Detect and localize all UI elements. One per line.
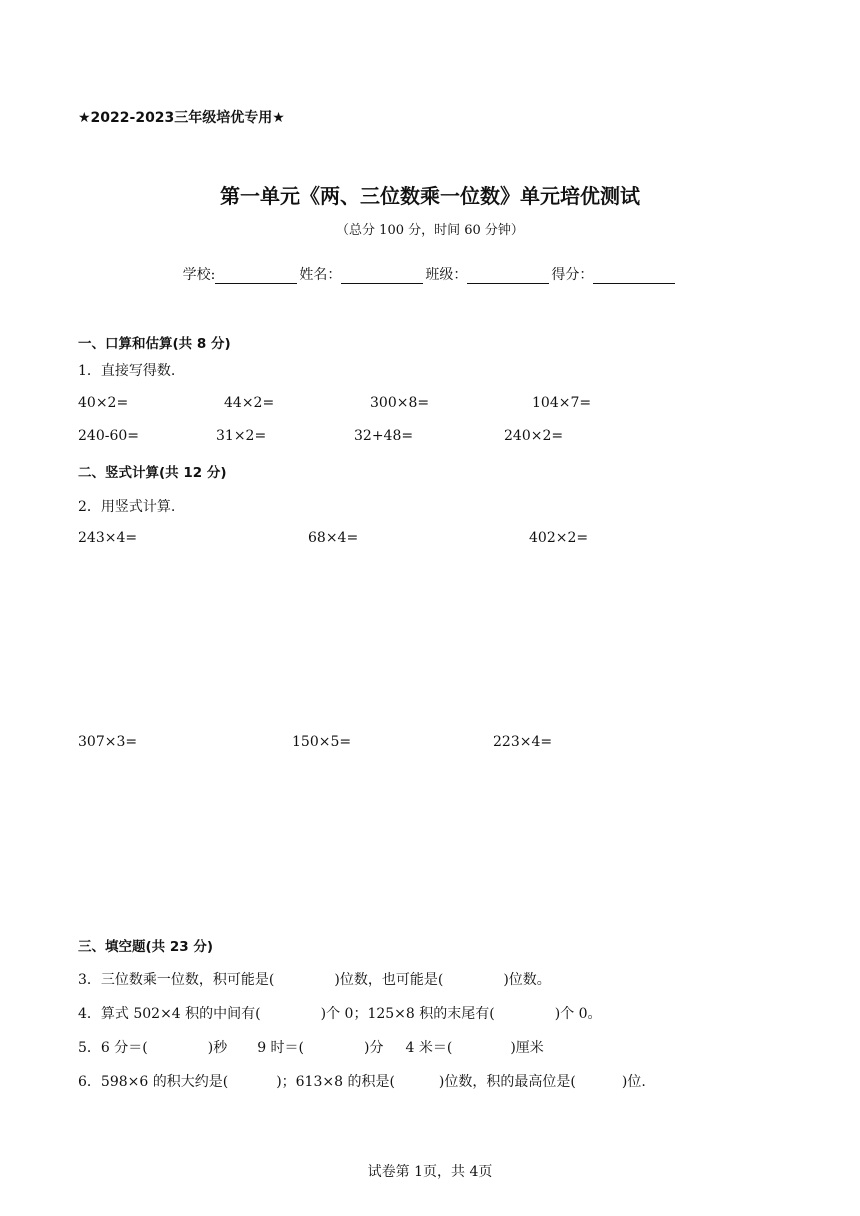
section-3-heading: 三、填空题(共 23 分) <box>78 939 214 955</box>
q3-part2: )位数，也可能是( <box>334 972 444 988</box>
question-6 <box>78 1071 646 1091</box>
q3-part3: )位数。 <box>503 972 551 988</box>
q6-part2: )；613×8 的积是( <box>276 1074 395 1090</box>
expr-1-3: 300×8= <box>370 395 430 411</box>
question-2: 2．用竖式计算. <box>78 499 176 515</box>
expr-1-4: 104×7= <box>532 395 592 411</box>
q3-part1: 3．三位数乘一位数，积可能是( <box>78 972 275 988</box>
q5-part3: 9 时＝( <box>257 1040 305 1056</box>
question-1: 1．直接写得数. <box>78 363 176 379</box>
school-label: 学校: <box>182 267 216 283</box>
q5-part2: )秒 <box>207 1040 228 1056</box>
expr-1-8: 240×2= <box>504 428 564 444</box>
question-4 <box>78 1003 602 1023</box>
name-label: 姓名： <box>299 267 342 283</box>
page-footer: 试卷第 1页，共 4页 <box>367 1164 493 1180</box>
expr-1-7: 32+48= <box>354 428 414 444</box>
expr-2-5: 150×5= <box>292 734 352 750</box>
student-info-line <box>0 264 860 284</box>
expr-1-5: 240-60= <box>78 428 139 444</box>
q6-part3: )位数，积的最高位是( <box>438 1074 576 1090</box>
expr-1-1: 40×2= <box>78 395 129 411</box>
page-title: 第一单元《两、三位数乘一位数》单元培优测试 <box>220 184 640 208</box>
name-blank[interactable] <box>341 269 423 284</box>
banner: ★2022-2023三年级培优专用★ <box>78 110 285 126</box>
class-blank[interactable] <box>467 269 549 284</box>
q4-part1: 4．算式 502×4 积的中间有( <box>78 1006 261 1022</box>
q4-part2: )个 0；125×8 积的末尾有( <box>320 1006 495 1022</box>
expr-2-6: 223×4= <box>493 734 553 750</box>
expr-2-3: 402×2= <box>529 530 589 546</box>
score-blank[interactable] <box>593 269 675 284</box>
school-blank[interactable] <box>215 269 297 284</box>
q5-part4: )分 <box>364 1040 384 1056</box>
q6-part4: )位. <box>621 1074 646 1090</box>
expr-1-6: 31×2= <box>216 428 267 444</box>
exam-subtitle: （总分 100 分，时间 60 分钟） <box>336 223 524 238</box>
question-3 <box>78 969 551 989</box>
expr-2-2: 68×4= <box>308 530 359 546</box>
expr-2-4: 307×3= <box>78 734 138 750</box>
q4-part3: )个 0。 <box>554 1006 602 1022</box>
q5-part6: )厘米 <box>510 1040 544 1056</box>
q5-part5: 4 米＝( <box>405 1040 453 1056</box>
score-label: 得分： <box>551 267 594 283</box>
class-label: 班级： <box>425 267 468 283</box>
q5-part1: 5．6 分＝( <box>78 1040 148 1056</box>
section-2-heading: 二、竖式计算(共 12 分) <box>78 465 227 481</box>
expr-1-2: 44×2= <box>224 395 275 411</box>
expr-2-1: 243×4= <box>78 530 138 546</box>
question-5 <box>78 1037 544 1057</box>
section-1-heading: 一、口算和估算(共 8 分) <box>78 336 231 352</box>
q6-part1: 6．598×6 的积大约是( <box>78 1074 229 1090</box>
